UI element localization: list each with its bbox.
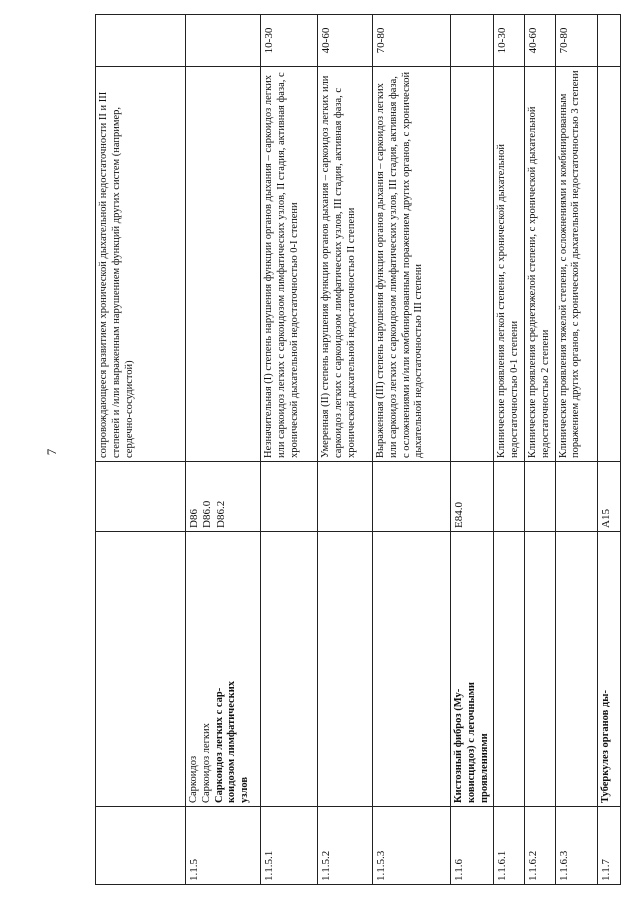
- row-description: Незначительная (I) степень нарушения функции органов дыхания – саркоидоз легких или саркоидоз легких с саркоидозом лимфатических узлов, II стадия, активная фаза, с хронической дыхательной недостаточностью 0-I степени: [261, 67, 318, 462]
- row-code: [373, 462, 451, 532]
- row-description: Клинические проявления легкой степени, с хронической дыхательной недостаточностью 0-1 степени: [494, 67, 525, 462]
- row-number: 1.1.6.1: [494, 807, 525, 885]
- table-row-continuation: [96, 15, 186, 885]
- row-number: 1.1.5.2: [318, 807, 373, 885]
- disability-criteria-table: [95, 14, 621, 885]
- row-code: [524, 462, 555, 532]
- table-row: [555, 15, 597, 885]
- name-line: Саркоидоз: [188, 755, 199, 803]
- row-description: Выраженная (III) степень нарушения функции органов дыхания – саркоидоз легких или саркоидоз легких с саркоидозом лимфатических узлов, III стадия, активная фаза, с осложнениями и/или комбинированным поражением других органов, с хронической дыхательной недостаточностью III степени: [373, 67, 451, 462]
- row-percent: 70-80: [373, 15, 451, 67]
- row-code: [261, 462, 318, 532]
- row-name: [373, 532, 451, 807]
- row-name: [261, 532, 318, 807]
- row-percent: [451, 15, 494, 67]
- name-line: коидозом лимфатических: [226, 680, 238, 803]
- row-description: [451, 67, 494, 462]
- table-row: [318, 15, 373, 885]
- row-name: [451, 532, 494, 807]
- row-description: [186, 67, 261, 462]
- row-number: 1.1.6.3: [555, 807, 597, 885]
- row-code: [494, 462, 525, 532]
- code-line: D86.2: [214, 500, 227, 528]
- row-number: [96, 807, 186, 885]
- row-code: [555, 462, 597, 532]
- row-code: [186, 462, 261, 532]
- row-code: [318, 462, 373, 532]
- row-name: [597, 532, 620, 807]
- code-line: D86: [188, 509, 200, 528]
- row-percent: 10-30: [261, 15, 318, 67]
- table-row: [373, 15, 451, 885]
- row-description: Клинические проявления тяжелой степени, с осложнениями и комбинированным поражением других органов, с хронической дыхательной недостаточностью 3 степени: [555, 67, 597, 462]
- row-percent: [96, 15, 186, 67]
- table-row: [261, 15, 318, 885]
- page-number: 7: [44, 448, 59, 456]
- row-percent: 10-30: [494, 15, 525, 67]
- name-line: Кистозный фиброз (Му-: [453, 688, 464, 803]
- row-description: сопровождающееся развитием хронической дыхательной недостаточности II и III степеней и /или выраженным нарушением функций других систем (например, сердечно-сосудистой): [96, 67, 186, 462]
- code-line: A15: [599, 509, 612, 528]
- row-percent: [186, 15, 261, 67]
- table-row: [494, 15, 525, 885]
- rotated-table-container: [95, 15, 615, 885]
- table-row: [524, 15, 555, 885]
- name-line: Саркоидоз легких: [200, 723, 212, 803]
- row-name: [318, 532, 373, 807]
- row-number: 1.1.6.2: [524, 807, 555, 885]
- code-line: D86.0: [201, 500, 214, 528]
- row-code: [96, 462, 186, 532]
- row-description: Умеренная (II) степень нарушения функции органов дыхания – саркоидоз легких или саркоидоз легких с саркоидозом лимфатических узлов, III стадия, активная фаза, с хронической дыхательной недостаточностью II степени: [318, 67, 373, 462]
- name-line: Саркоидоз легких с сар-: [213, 687, 225, 803]
- row-number: 1.1.5.3: [373, 807, 451, 885]
- row-code: [451, 462, 494, 532]
- name-line: ковисцидоз) с легочными: [465, 682, 477, 803]
- row-name: [555, 532, 597, 807]
- row-name: [524, 532, 555, 807]
- row-number: 1.1.5: [186, 807, 261, 885]
- row-percent: 70-80: [555, 15, 597, 67]
- row-percent: 40-60: [524, 15, 555, 67]
- row-code: [597, 462, 620, 532]
- table-row: [186, 15, 261, 885]
- row-name: [186, 532, 261, 807]
- name-line: проявлениями: [478, 733, 490, 803]
- code-line: E84.0: [453, 502, 465, 528]
- row-percent: [597, 15, 620, 67]
- row-number: 1.1.7: [597, 807, 620, 885]
- row-number: 1.1.6: [451, 807, 494, 885]
- row-name: [96, 532, 186, 807]
- row-description: Клинические проявления среднетяжелой степени, с хронической дыхательной недостаточностью 2 степени: [524, 67, 555, 462]
- name-line: узлов: [239, 776, 251, 803]
- row-description: [597, 67, 620, 462]
- row-number: 1.1.5.1: [261, 807, 318, 885]
- row-percent: 40-60: [318, 15, 373, 67]
- table-row: [451, 15, 494, 885]
- table-row: [597, 15, 620, 885]
- row-name: [494, 532, 525, 807]
- name-line: Туберкулез органов ды-: [599, 690, 611, 803]
